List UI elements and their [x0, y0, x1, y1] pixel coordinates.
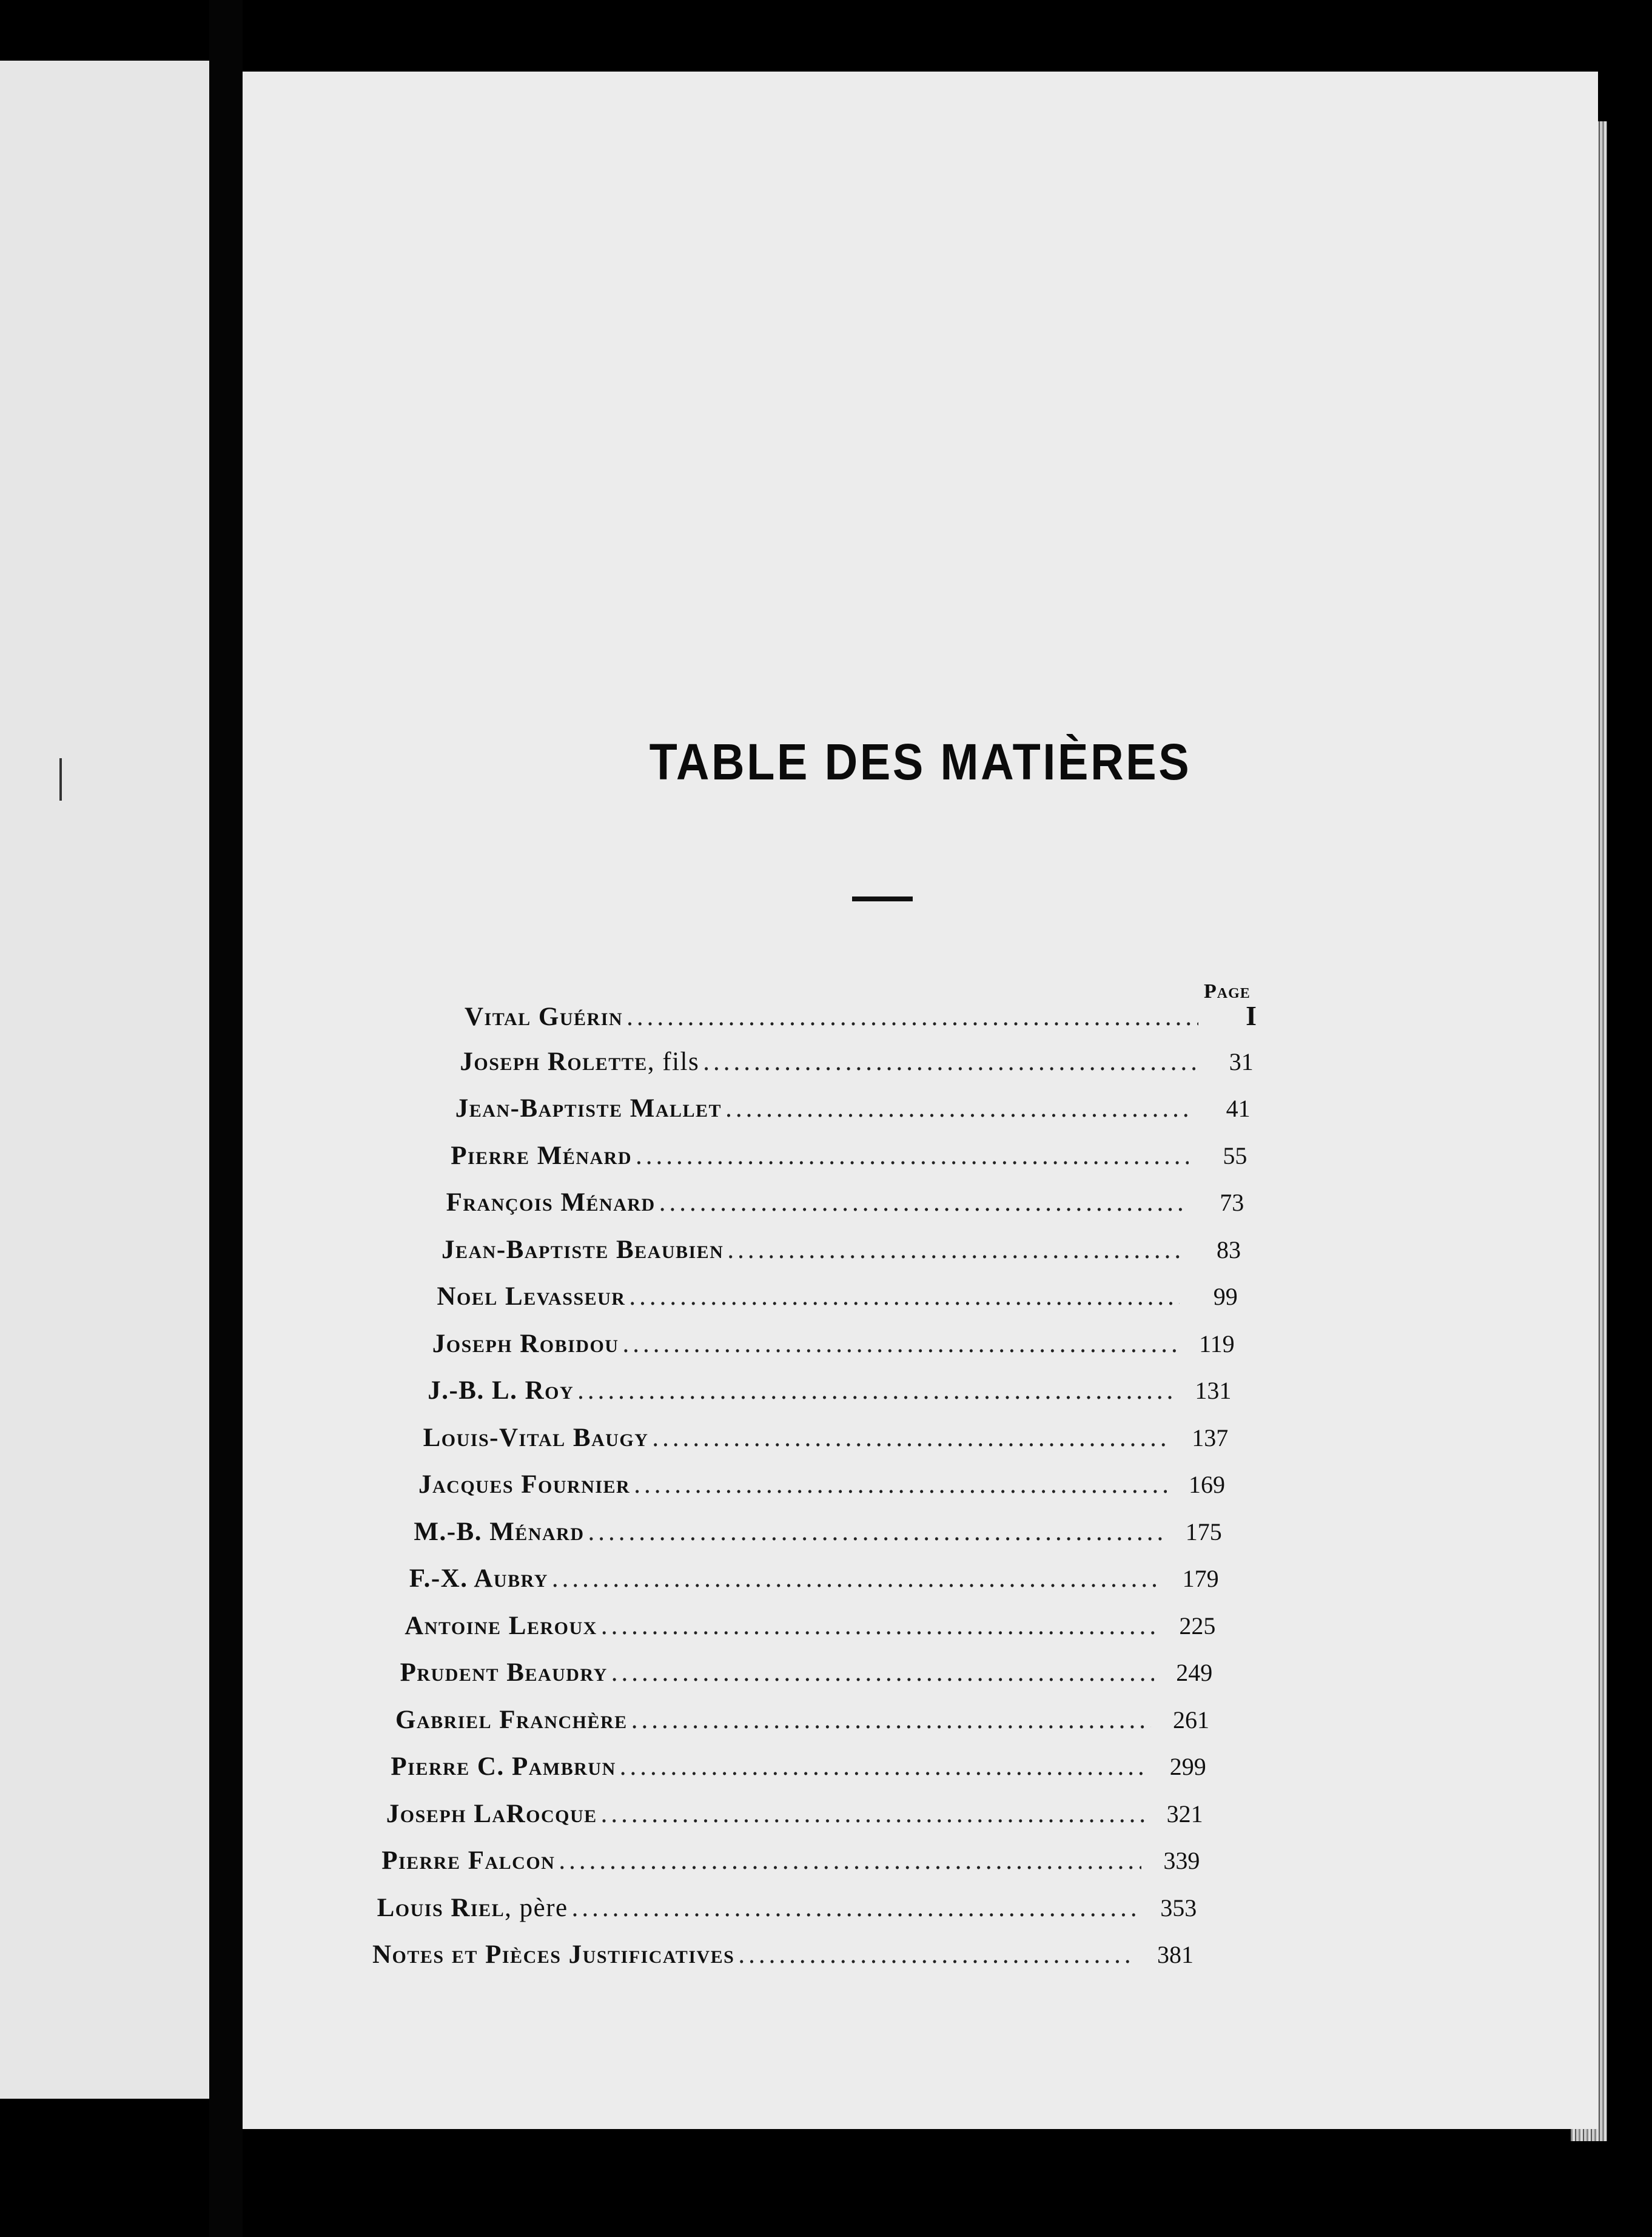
book-spine-gutter — [209, 0, 243, 2237]
toc-entry-title: Antoine Leroux — [405, 1611, 597, 1640]
toc-leader-dots — [559, 1846, 1141, 1875]
toc-entry-title: Pierre C. Pambrun — [391, 1752, 616, 1781]
toc-entry-page: 169 — [1189, 1471, 1225, 1498]
toc-entry — [409, 1564, 1219, 1593]
toc-entry — [432, 1329, 1235, 1359]
toc-entry-title: Jacques Fournier — [418, 1470, 631, 1499]
toc-entry-page: 73 — [1220, 1189, 1244, 1216]
toc-entry-suffix: , fils — [647, 1047, 700, 1076]
toc-leader-dots — [634, 1470, 1167, 1499]
toc-leader-dots — [572, 1893, 1139, 1923]
toc-entry-title: Jean-Baptiste Mallet — [455, 1094, 722, 1123]
toc-entry-title: J.-B. L. Roy — [428, 1376, 574, 1405]
toc-entry — [377, 1893, 1197, 1923]
toc-leader-dots — [588, 1517, 1163, 1547]
toc-entry-title: Vital Guérin — [465, 1003, 623, 1031]
toc-entry-title: Jean-Baptiste Beaubien — [442, 1235, 724, 1264]
toc-entry-title: Joseph Rolette, fils — [460, 1047, 700, 1076]
toc-entry — [391, 1752, 1206, 1781]
toc-leader-dots — [636, 1141, 1189, 1171]
toc-leader-dots — [659, 1188, 1186, 1217]
toc-entry — [442, 1235, 1241, 1265]
toc-leader-dots — [611, 1658, 1154, 1687]
toc-leader-dots — [601, 1611, 1158, 1641]
toc-entry — [423, 1423, 1229, 1453]
toc-entry-suffix: , père — [505, 1893, 568, 1922]
toc-entry-title: Notes et Pièces Justificatives — [372, 1940, 735, 1969]
toc-entry — [400, 1658, 1213, 1687]
toc-entry-page: 137 — [1192, 1424, 1229, 1452]
toc-entry-page: 299 — [1169, 1753, 1206, 1780]
toc-entry-title: Gabriel Franchère — [395, 1705, 628, 1734]
table-of-contents — [243, 72, 1598, 2129]
toc-entry-page: 119 — [1199, 1330, 1235, 1357]
toc-entry — [451, 1141, 1247, 1171]
toc-entry — [437, 1282, 1237, 1311]
page-column-header: Page — [1204, 980, 1251, 1003]
toc-entry-title: Louis-Vital Baugy — [423, 1423, 649, 1452]
toc-leader-dots — [620, 1752, 1148, 1781]
toc-leader-dots — [652, 1423, 1170, 1453]
toc-entry — [414, 1517, 1221, 1547]
margin-mark — [59, 758, 62, 801]
toc-entry-page: 99 — [1213, 1283, 1238, 1310]
toc-leader-dots — [629, 1282, 1179, 1311]
toc-entry — [446, 1188, 1244, 1217]
toc-entry-page: 31 — [1229, 1048, 1254, 1075]
toc-entry-page: 249 — [1176, 1659, 1213, 1686]
toc-entry — [381, 1846, 1200, 1875]
toc-leader-dots — [601, 1799, 1145, 1829]
toc-leader-dots — [631, 1705, 1151, 1735]
toc-entry — [405, 1611, 1215, 1641]
toc-entry — [455, 1094, 1251, 1123]
toc-entry-page: 175 — [1185, 1518, 1222, 1546]
toc-entry-page: 321 — [1166, 1800, 1203, 1828]
toc-entry-page: 353 — [1160, 1894, 1197, 1922]
toc-leader-dots — [622, 1329, 1176, 1359]
toc-entry-page: 131 — [1195, 1377, 1232, 1404]
toc-leader-dots — [725, 1094, 1192, 1123]
toc-leader-dots — [703, 1047, 1195, 1077]
toc-entry — [372, 1940, 1194, 1970]
toc-entry-title: M.-B. Ménard — [414, 1517, 585, 1546]
toc-entry-title: Pierre Falcon — [381, 1846, 556, 1875]
toc-leader-dots — [738, 1940, 1135, 1970]
toc-entry-title: Prudent Beaudry — [400, 1658, 608, 1687]
toc-entry-title: Noel Levasseur — [437, 1282, 626, 1311]
toc-entry — [460, 1047, 1253, 1077]
toc-entry-title: Joseph Robidou — [432, 1329, 619, 1358]
toc-entry-title: Pierre Ménard — [451, 1141, 632, 1170]
toc-entry-title: F.-X. Aubry — [409, 1564, 548, 1593]
toc-entry-title: Louis Riel, père — [377, 1893, 568, 1922]
toc-leader-dots — [727, 1235, 1183, 1265]
toc-entry — [395, 1705, 1209, 1735]
left-page — [0, 61, 209, 2099]
page-title: TABLE DES MATIÈRES — [649, 733, 1192, 790]
toc-entry-page: I — [1246, 1000, 1257, 1031]
toc-entry-page: 83 — [1217, 1236, 1241, 1263]
toc-entry-page: 179 — [1182, 1565, 1219, 1592]
toc-entry — [465, 1000, 1257, 1032]
toc-entry-page: 381 — [1157, 1941, 1194, 1968]
toc-entry-page: 261 — [1173, 1706, 1209, 1734]
toc-entry-page: 225 — [1179, 1612, 1216, 1640]
toc-entry-page: 41 — [1226, 1095, 1251, 1122]
toc-entry-title: François Ménard — [446, 1188, 656, 1217]
toc-entry-page: 55 — [1223, 1142, 1247, 1169]
toc-leader-dots — [552, 1564, 1161, 1593]
toc-entry — [418, 1470, 1225, 1499]
toc-entry-page: 339 — [1163, 1847, 1200, 1874]
toc-leader-dots — [626, 1002, 1198, 1032]
toc-leader-dots — [577, 1376, 1173, 1405]
toc-entry — [386, 1799, 1203, 1829]
toc-entry — [428, 1376, 1231, 1405]
toc-entry-title: Joseph LaRocque — [386, 1799, 597, 1828]
right-page — [243, 72, 1598, 2129]
